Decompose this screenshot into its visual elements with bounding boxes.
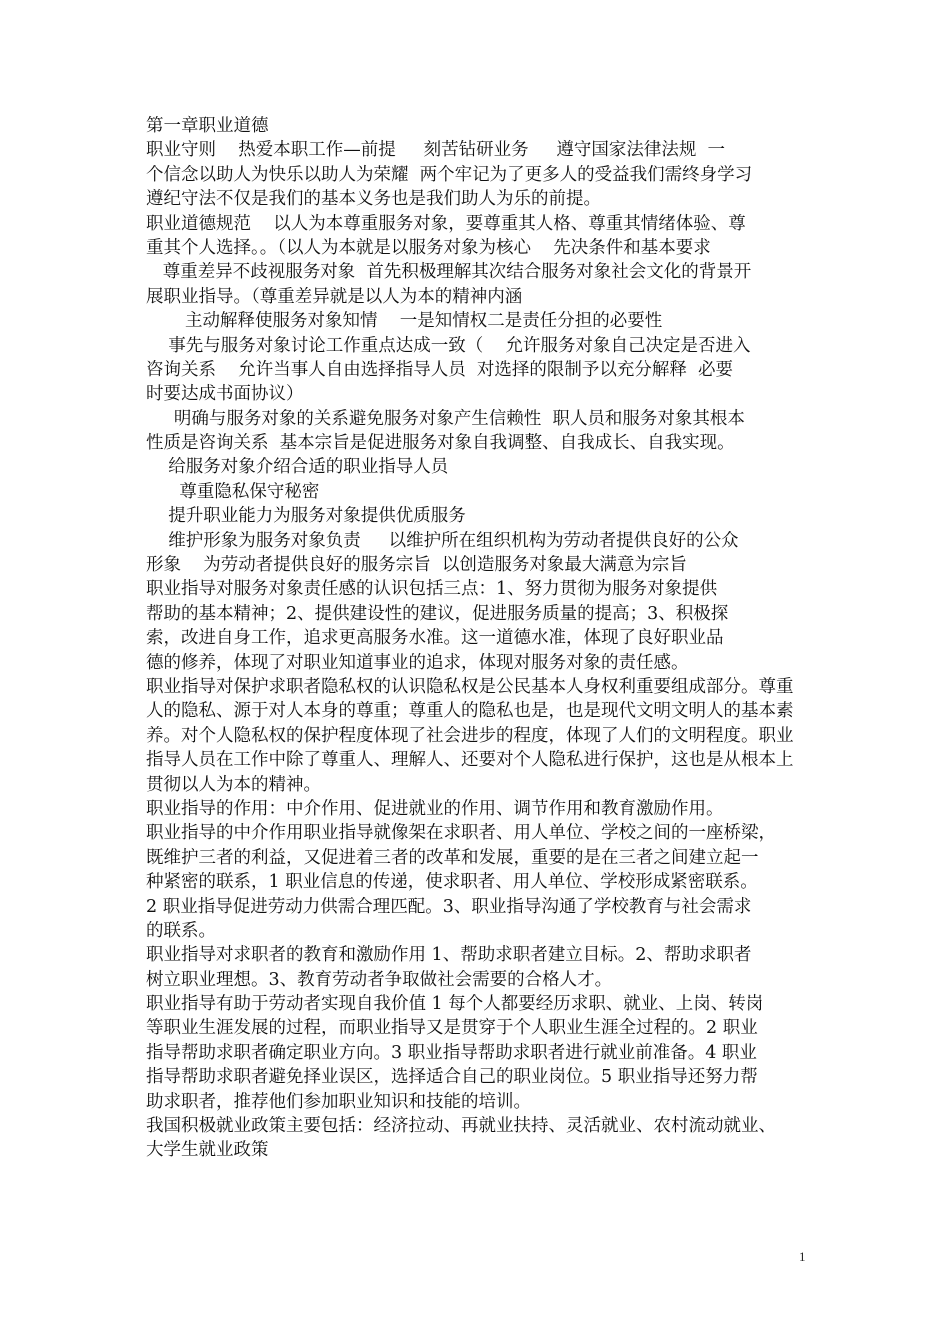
document-body — [146, 114, 850, 1163]
text-line: 我国积极就业政策主要包括：经济拉动、再就业扶持、灵活就业、农村流动就业、 — [146, 1116, 776, 1137]
text-line: 既维护三者的利益，又促进着三者的改革和发展，重要的是在三者之间建立起一 — [146, 847, 759, 868]
text-line: 树立职业理想。3、教育劳动者争取做社会需要的合格人才。 — [146, 969, 613, 990]
text-line: 职业守则 热爱本职工作—前提 刻苦钻研业务 遵守国家法律法规 一 — [146, 140, 726, 161]
text-line: 索，改进自身工作，追求更高服务水准。这一道德水准，体现了良好职业品 — [146, 628, 724, 649]
text-line: 贯彻以人为本的精神。 — [146, 774, 321, 795]
text-line: 大学生就业政策 — [146, 1140, 269, 1161]
text-line: 职业指导有助于劳动者实现自我价值 1 每个人都要经历求职、就业、上岗、转岗 — [146, 994, 764, 1015]
text-line: 主动解释使服务对象知情 一是知情权二是责任分担的必要性 — [146, 311, 663, 332]
text-line: 职业道德规范 以人为本尊重服务对象，要尊重其人格、尊重其情绪体验、尊 — [146, 213, 746, 234]
chapter-title: 第一章职业道德 — [146, 116, 269, 136]
text-line: 事先与服务对象讨论工作重点达成一致（ 允许服务对象自己决定是否进入 — [146, 335, 751, 356]
text-line: 德的修养，体现了对职业知道事业的追求，体现对服务对象的责任感。 — [146, 652, 689, 673]
text-line: 职业指导对服务对象责任感的认识包括三点：1、努力贯彻为服务对象提供 — [146, 579, 718, 600]
text-line: 时要达成书面协议） — [146, 384, 304, 405]
text-line: 种紧密的联系，1 职业信息的传递，使求职者、用人单位、学校形成紧密联系。 — [146, 872, 758, 893]
text-line: 等职业生涯发展的过程，而职业指导又是贯穿于个人职业生涯全过程的。2 职业 — [146, 1018, 758, 1039]
text-line: 职业指导对求职者的教育和激励作用 1、帮助求职者建立目标。2、帮助求职者 — [146, 945, 752, 966]
page-number: 1 — [799, 1249, 806, 1264]
text-line: 职业指导对保护求职者隐私权的认识隐私权是公民基本人身权利重要组成部分。尊重 — [146, 676, 794, 697]
text-line: 的联系。 — [146, 920, 216, 941]
text-line: 人的隐私、源于对人本身的尊重；尊重人的隐私也是，也是现代文明文明人的基本素 — [146, 701, 794, 722]
text-line: 尊重隐私保守秘密 — [146, 481, 320, 502]
text-line: 个信念以助人为快乐以助人为荣耀 两个牢记为了更多人的受益我们需终身学习 — [146, 164, 753, 185]
text-line: 给服务对象介绍合适的职业指导人员 — [146, 457, 449, 478]
text-line: 提升职业能力为服务对象提供优质服务 — [146, 506, 466, 527]
text-line: 重其个人选择。。（以人为本就是以服务对象为核心 先决条件和基本要求 — [146, 237, 711, 258]
text-line: 遵纪守法不仅是我们的基本义务也是我们助人为乐的前提。 — [146, 189, 601, 210]
text-line: 咨询关系 允许当事人自由选择指导人员 对选择的限制予以充分解释 必要 — [146, 359, 733, 380]
text-line: 形象 为劳动者提供良好的服务宗旨 以创造服务对象最大满意为宗旨 — [146, 555, 687, 576]
text-line: 职业指导的作用：中介作用、促进就业的作用、调节作用和教育激励作用。 — [146, 798, 724, 819]
text-line: 助求职者，推荐他们参加职业知识和技能的培训。 — [146, 1091, 531, 1112]
text-line: 展职业指导。（尊重差异就是以人为本的精神内涵 — [146, 286, 523, 307]
text-line: 维护形象为服务对象负责 以维护所在组织机构为劳动者提供良好的公众 — [146, 530, 739, 551]
text-line: 2 职业指导促进劳动力供需合理匹配。3、职业指导沟通了学校教育与社会需求 — [146, 896, 752, 917]
text-line: 明确与服务对象的关系避免服务对象产生信赖性 职人员和服务对象其根本 — [146, 408, 745, 429]
text-line: 尊重差异不歧视服务对象 首先积极理解其次结合服务对象社会文化的背景开 — [146, 262, 752, 283]
text-line: 指导帮助求职者确定职业方向。3 职业指导帮助求职者进行就业前准备。4 职业 — [146, 1042, 757, 1063]
text-line: 养。对个人隐私权的保护程度体现了社会进步的程度，体现了人们的文明程度。职业 — [146, 725, 794, 746]
text-line: 职业指导的中介作用职业指导就像架在求职者、用人单位、学校之间的一座桥梁， — [146, 823, 776, 844]
text-line: 指导人员在工作中除了尊重人、理解人、还要对个人隐私进行保护，这也是从根本上 — [146, 750, 794, 771]
text-line: 性质是咨询关系 基本宗旨是促进服务对象自我调整、自我成长、自我实现。 — [146, 433, 735, 454]
text-line: 指导帮助求职者避免择业误区，选择适合自己的职业岗位。5 职业指导还努力帮 — [146, 1067, 758, 1088]
text-line: 帮助的基本精神；2、提供建设性的建议，促进服务质量的提高；3、积极探 — [146, 603, 729, 624]
